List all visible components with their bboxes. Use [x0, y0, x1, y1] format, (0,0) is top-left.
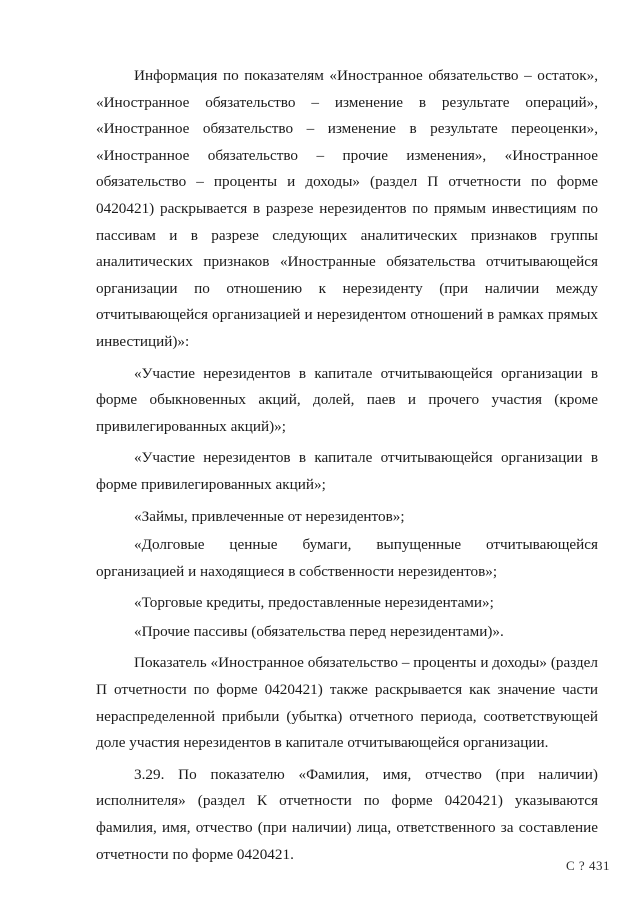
paragraph-debt-securities: «Долговые ценные бумаги, выпущенные отчитывающейся организацией и находящиеся в собственности нерезидентов»; [96, 536, 598, 580]
document-body [96, 63, 598, 873]
paragraph-interest-income: Показатель «Иностранное обязательство – проценты и доходы» (раздел П отчетности по форме 0420421) также раскрывается как значение части нераспределенной прибыли (убытка) отчетного периода, соответствующей доле участия нерезидентов в капитале отчитывающейся организации. [96, 654, 598, 752]
paragraph-loans: «Займы, привлеченные от нерезидентов»; [134, 507, 405, 525]
paragraph-other-liabilities: «Прочие пассивы (обязательства перед нерезидентами)». [134, 622, 504, 640]
paragraph-indicators-info: Информация по показателям «Иностранное обязательство – остаток», «Иностранное обязательство – изменение в результате операций», «Иностранное обязательство – изменение в результате переоценки», «Иностранное обязательство – прочие изменения», «Иностранное обязательство – проценты и доходы» (раздел П отчетности по форме 0420421) раскрывается в разрезе нерезидентов по прямым инвестициям по пассивам и в разрезе следующих аналитических признаков группы аналитических признаков «Иностранные обязательства отчитывающейся организации по отношению к нерезиденту (при наличии между отчитывающейся организацией и нерезидентом отношений в рамках прямых инвестиций)»: [96, 67, 598, 350]
page-number: С ? 431 [566, 858, 610, 873]
paragraph-preferred-shares: «Участие нерезидентов в капитале отчитывающейся организации в форме привилегированных акций»; [96, 449, 598, 493]
paragraph-trade-credits: «Торговые кредиты, предоставленные нерезидентами»; [134, 594, 494, 612]
paragraph-ordinary-shares: «Участие нерезидентов в капитале отчитывающейся организации в форме обыкновенных акций, долей, паев и прочего участия (кроме привилегированных акций)»; [96, 364, 598, 435]
paragraph-section-3-29: 3.29. По показателю «Фамилия, имя, отчество (при наличии) исполнителя» (раздел К отчетности по форме 0420421) указываются фамилия, имя, отчество (при наличии) лица, ответственного за составление отчетности по форме 0420421. [96, 765, 598, 863]
